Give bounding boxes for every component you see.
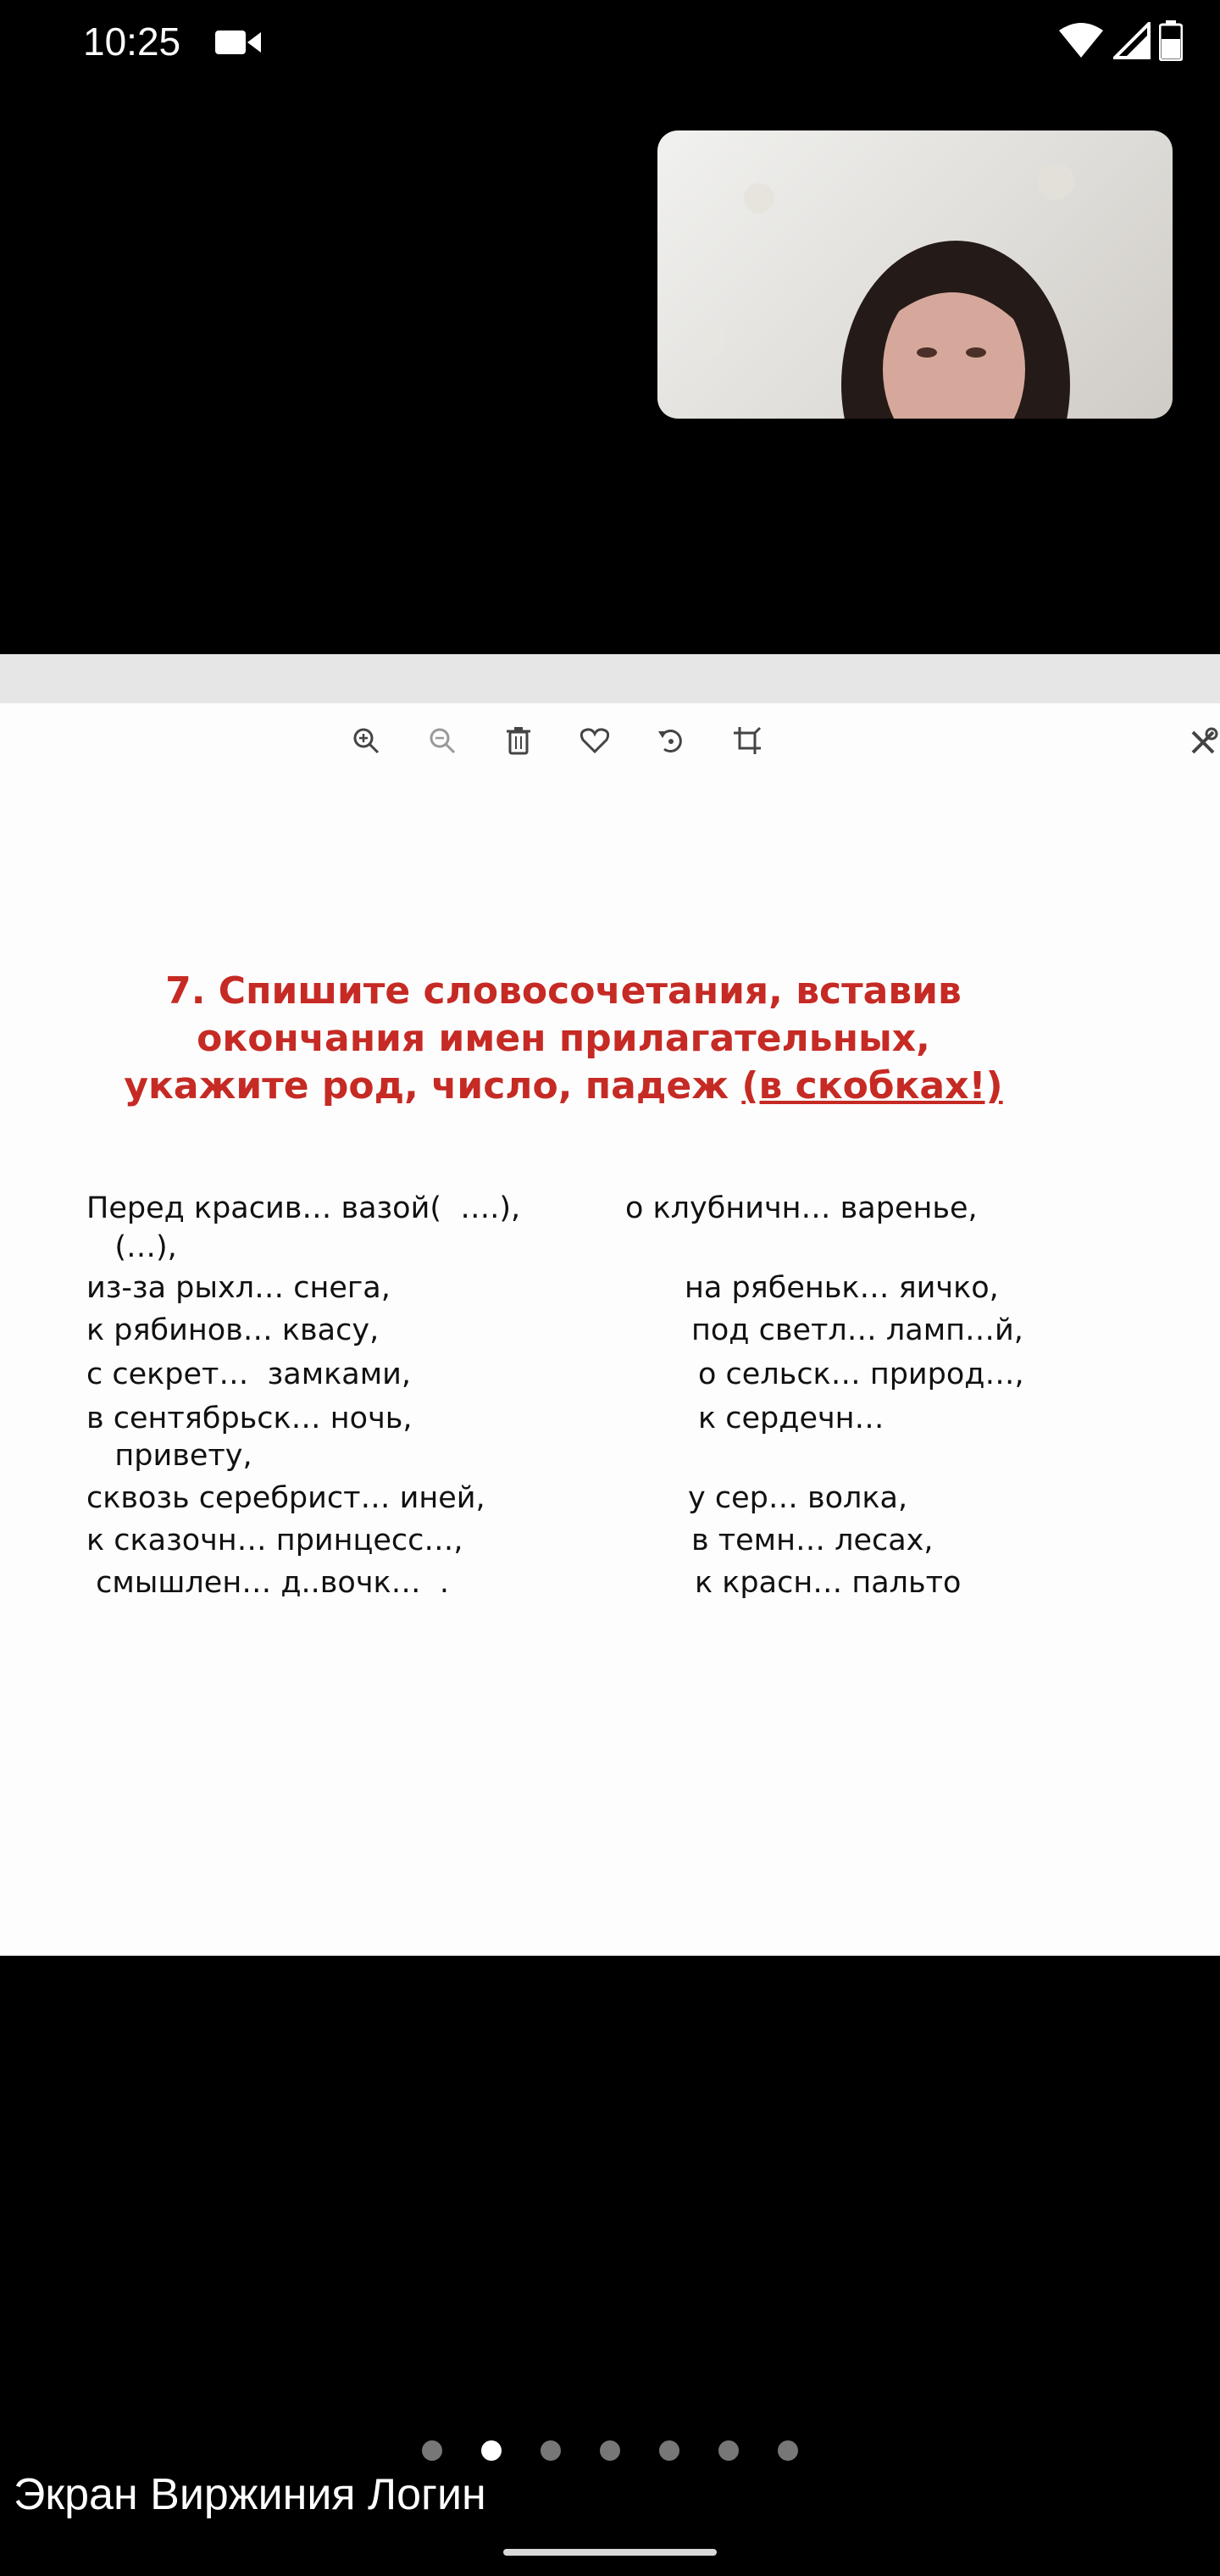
task-title-main: 7. Спишите словосочетания, вставив окончания имен прилагательных, укажите род, число, падеж — [124, 969, 962, 1108]
page-dot[interactable] — [600, 2440, 620, 2461]
exercise-right-line: о клубничн… варенье, — [625, 1191, 978, 1225]
exercise-right-line: в темн… лесах, — [691, 1524, 934, 1557]
exercise-left-line: Перед красив… вазой( ….), — [86, 1191, 521, 1225]
page-dot-active[interactable] — [481, 2440, 502, 2461]
exercise-right-line: у сер… волка, — [688, 1481, 908, 1515]
status-time: 10:25 — [83, 19, 181, 64]
exercise-left-line: сквозь серебрист… иней, — [86, 1481, 485, 1515]
page-dot[interactable] — [778, 2440, 798, 2461]
exercise-right-line: к красн… пальто — [695, 1566, 962, 1600]
screen-share-caption: Экран Виржиния Логин — [14, 2470, 486, 2519]
battery-icon — [1159, 20, 1183, 65]
exercise-right-line: на рябеньк… яичко, — [685, 1271, 999, 1305]
wifi-icon — [1057, 22, 1105, 64]
exercise-left-line: к рябинов… квасу, — [86, 1313, 380, 1347]
image-toolbar — [347, 722, 766, 759]
page-dot[interactable] — [541, 2440, 561, 2461]
participant-video — [657, 130, 1173, 419]
exercise-left-line: с секрет… замками, — [86, 1357, 412, 1391]
page-dot[interactable] — [718, 2440, 739, 2461]
video-camera-icon — [215, 27, 263, 58]
zoom-out-icon[interactable] — [424, 722, 461, 759]
exercise-left-line: смышлен… д..вочк… . — [86, 1566, 450, 1600]
page-indicator — [0, 2440, 1220, 2461]
tools-icon[interactable] — [1186, 725, 1220, 759]
exercise-left-line: в сентябрьск… ночь, — [86, 1402, 413, 1435]
status-icons — [1057, 20, 1183, 65]
page-dot[interactable] — [659, 2440, 679, 2461]
navigation-handle[interactable] — [503, 2549, 717, 2556]
task-title — [102, 968, 1025, 1110]
exercise-right-line: под светл… ламп…й, — [691, 1313, 1023, 1347]
task-title-underlined: (в скобках!) — [741, 1064, 1003, 1108]
shared-screen-top-bar — [0, 654, 1220, 703]
exercise-left-line: из-за рыхл… снега, — [86, 1271, 391, 1305]
exercise-left-line: (…), — [86, 1230, 177, 1264]
rotate-icon[interactable] — [652, 722, 690, 759]
zoom-in-icon[interactable] — [347, 722, 385, 759]
exercise-left-line: привету, — [86, 1439, 252, 1473]
page-dot[interactable] — [422, 2440, 442, 2461]
exercise-right-line: о сельск… природ…, — [698, 1357, 1024, 1391]
exercise-right-line: к сердечн… — [698, 1402, 884, 1435]
exercise-left-line: к сказочн… принцесс…, — [86, 1524, 463, 1557]
cellular-signal-icon — [1113, 22, 1151, 64]
favorite-icon[interactable] — [576, 722, 613, 759]
delete-icon[interactable] — [500, 722, 537, 759]
crop-icon[interactable] — [729, 722, 766, 759]
self-video-tile[interactable] — [657, 130, 1173, 419]
